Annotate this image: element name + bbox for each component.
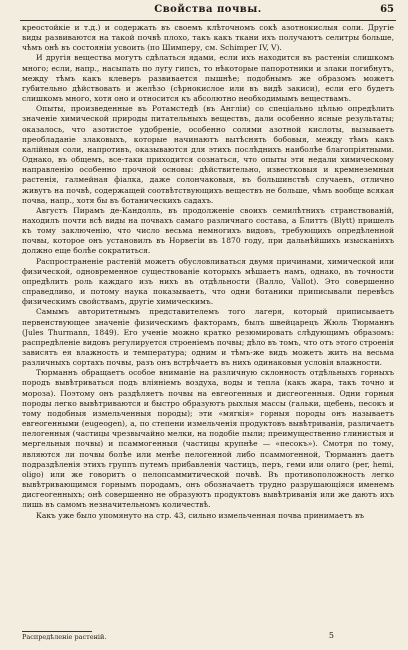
paragraph: Какъ уже было упомянуто на стр. 43, сильно измельченная почва принимаетъ въ (36, 510, 365, 520)
page-number: 65 (380, 4, 394, 15)
paragraph: Самымъ авторитетнымъ представителемъ того лагеря, который приписываетъ первенствующее значеніе физическимъ факторамъ, былъ швейцарецъ Жюль Тюрманнъ (Jules Thurmann, 1849). Его ученіе можно кратко резюмировать слѣдующимъ образомъ: распредѣленіе видовъ регулируется строеніемъ почвы; дѣло въ томъ, что отъ этого строенія зависятъ ея влажность и температура; одним и тѣмъ-же видъ можетъ жить на весьма различныхъ сортахъ почвы, разъ онъ встрѣчаетъ въ нихъ одинаковыя условія влажности. (22, 307, 394, 368)
page-footer (22, 631, 394, 643)
page-body (22, 23, 394, 521)
paragraph: Опыты, произведенные въ Ротамстедѣ (въ Англіи) со спеціально цѣлью опредѣлить значеніе химической природы питательныхъ веществъ, дали особенно ясные результаты; оказалось, что азотистое удобреніе, особенно солями азотной кислоты, вызываетъ преобладаніе злаковыхъ, которые начинаютъ вытѣснять бобовыя, между тѣмъ какъ калійныя соли, напротивъ, оказываются для этихъ послѣднихъ наиболѣе благопріятными. Однако, въ общемъ, все-таки приходится сознаться, что опыты эти недали химическому направленію особенно прочной основы: дѣйствительно, известковыя и кремнеземныя растенія, галмейная фіалка, даже солончаковыя, въ большинствѣ случаевъ, отлично живутъ на почвѣ, содержащей соотвѣтствующихъ веществъ не больше, чѣмъ вообще всякая почва, напр., хотя бы въ ботаническихъ садахъ. (22, 104, 394, 205)
footer-rule (22, 631, 92, 632)
paragraph: Распространеніе растеній можетъ обусловливаться двумя причинами, химической или физической, одновременное существованіе которыхъ мѣшаетъ намъ, однако, въ точности опредѣлить роль каждаго изъ нихъ въ отдѣльности (Валло, Vallot). Это совершенно справедливо, и потому наука показываетъ, что одни ботаники приписывали перевѣсъ физическимъ свойствамъ, другіе химическимъ. (22, 256, 394, 307)
paragraph: Тюрманнъ обращаетъ особое вниманіе на различную склонность отдѣльныхъ горныхъ породъ вывѣтриваться подъ вліяніемъ воздуха, воды и тепла (какъ жара, такъ точно и мороза). Поэтому онъ раздѣляетъ почвы на евгеогенныя и дисгеогенныя. Одни горныя породы легко вывѣтриваются и быстро образуютъ рыхлыя массы (гальки, щебень, песокъ и тому подобныя измельченныя породы); эти «мягкія» горныя породы онъ называетъ евгеогенными (eugeogen), а, по степени измельченія продуктовъ вывѣтриванія, различаетъ пелогенныя (частицы чрезвычайно мелки, на подобіе пыли; преимущественно глинистыя и мергельныя почвы) и псаммогенныя (частицы крупнѣе — «песокъ»). Смотря по тому, являются ли почвы болѣе или менѣе пелогенной либо псаммогенной, Тюрманнъ даетъ подраздѣленія этихъ группъ путемъ прибавленія частицъ, перъ, геми или олиго (per, hemi, oligo) или же говоритъ о пелопсаммитической почвѣ. Въ противоположность легко вывѣтривающимся горнымъ породамъ, онъ обозначаетъ трудно разрушающіяся именемъ дисгеогенныхъ; онѣ совершенно не образуютъ продуктовъ вывѣтриванія или же даютъ ихъ лишь въ самомъ незначительномъ количествѣ. (22, 368, 394, 510)
printer-signature: Распредѣленіе растеній. (22, 633, 107, 641)
running-title: Свойства почвы. (154, 4, 262, 15)
paragraph: Августъ Пирамъ де-Кандолль, въ продолженіе своихъ семилѣтнихъ странствованій, находилъ почти всѣ виды на почвахъ самаго различнаго состава, а Блиттъ (Blytt) пришелъ къ тому заключенію, что число весьма немногихъ видовъ, требующихъ опредѣленной почвы, которое онъ установилъ въ Норвегіи въ 1870 году, при дальнѣйшихъ изысканіяхъ должно еще болѣе сократиться. (22, 205, 394, 256)
signature-number: 5 (328, 631, 334, 640)
paragraph: креостойкіе и т.д.) и содержать въ своемъ клѣточномъ сокѣ азотнокислыя соли. Другіе виды развиваются на такой почвѣ плохо, такъ какъ ткани ихъ получаютъ селитры больше, чѣмъ онѣ въ состояніи усвоить (по Шимперу, см. Schimper IV, V). (22, 23, 394, 53)
paragraph: И другія вещества могутъ сдѣлаться ядами, если ихъ находится въ растеніи слишкомъ много; если, напр., насыпать по лугу гипсъ, то нѣкоторые папоротники и злаки погибнутъ, между тѣмъ какъ клеверъ развивается пышнѣе; подобнымъ же образомъ можетъ губительно дѣйствовать и желѣзо (сѣрнокислое или въ видѣ закиси), если его будетъ слишкомъ много, хотя оно и относится къ абсолютно необходимымъ веществамъ. (22, 53, 394, 104)
header-rule (20, 20, 396, 21)
